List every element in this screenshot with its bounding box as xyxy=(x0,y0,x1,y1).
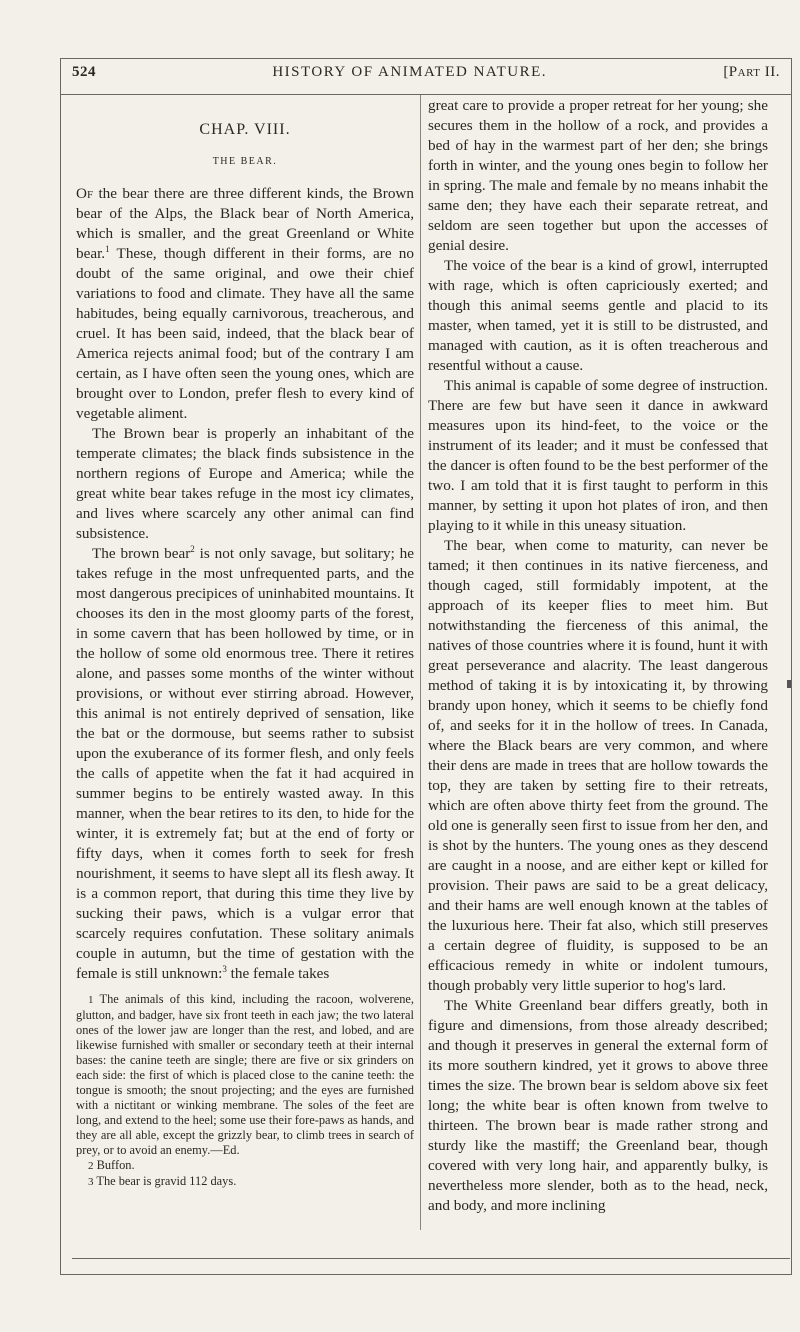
running-title: HISTORY OF ANIMATED NATURE. xyxy=(272,64,547,80)
footnote-text: The bear is gravid 112 days. xyxy=(93,1174,237,1188)
running-header xyxy=(72,64,780,92)
paragraph-text: These, though different in their forms, are no doubt of the same original, and owe their chief variations to food and climate. They have all the same habitudes, being equally carnivorous, treacherous, and cruel. It has been said, indeed, that the black bear of America rejects animal food; but of the contrary I am certain, as I have often seen the young ones, which are brought over to London, prefer flesh to every kind of vegetable aliment. xyxy=(76,245,414,422)
paragraph xyxy=(76,544,414,984)
page-number: 524 xyxy=(72,64,96,80)
footnote-number: 3 xyxy=(88,1176,94,1188)
bottom-rule xyxy=(72,1258,790,1259)
footnote-number: 2 xyxy=(88,1160,94,1172)
part-label: [Part II. xyxy=(723,64,780,80)
paragraph: The voice of the bear is a kind of growl, interrupted with rage, which is often capriciously exerted; and though this animal seems gentle and placid to its master, when tamed, yet it is still to be distrusted, and managed with caution, as it is often treacherous and resentful without a cause. xyxy=(428,257,768,374)
footnote-number: 1 xyxy=(88,994,94,1006)
paragraph-text: is not only savage, but solitary; he takes refuge in the most unfrequented parts, and the most dangerous precipices of uninhabited mountains. It chooses its den in the most gloomy parts of the forest, in some cavern that has been hollowed by time, or in the hollow of some old enormous tree. There it retires alone, and passes some months of the winter without provisions, or without ever stirring abroad. However, this animal is not entirely deprived of sensation, like the bat or the dormouse, but seems rather to subsist upon the exuberance of its former flesh, and only feels the calls of appetite when the fat it had acquired in summer begins to be entirely wasted away. In this manner, when the bear retires to its den, to hide for the winter, it is extremely fat; but at the end of forty or fifty days, when it comes forth to seek for fresh nourishment, it seems to have slept all its flesh away. It is a common report, that during this time they live by sucking their paws, which is a vulgar error that scarcely requires confutation. These solitary animals couple in autumn, but the time of gestation with the female is still unknown: xyxy=(76,545,414,982)
left-column xyxy=(76,96,414,1190)
paragraph: The Brown bear is properly an inhabitant of the temperate climates; the black finds subsistence in the northern regions of Europe and America; while the great white bear takes refuge in the most icy climates, and lives where scarcely any other animal can find subsistence. xyxy=(76,425,414,542)
margin-mark xyxy=(787,680,791,688)
footnote xyxy=(76,1158,414,1174)
footnotes xyxy=(76,992,414,1190)
chapter-subtitle: THE BEAR. xyxy=(212,156,278,167)
header-rule xyxy=(60,94,791,95)
footnote-ref: 3 xyxy=(222,963,227,974)
chapter-heading: CHAP. VIII. xyxy=(199,121,291,138)
right-column xyxy=(428,96,768,1216)
footnote-ref: 1 xyxy=(105,243,110,254)
paragraph: The bear, when come to maturity, can never be tamed; it then continues in its native fierceness, and though caged, still formidably impotent, at the approach of its keeper flies to meet him. But notwithstanding the fierceness of this animal, the natives of those countries where it is found, hunt it with great perseverance and alacrity. The least dangerous method of taking it is by intoxicating it, by throwing brandy upon honey, which it seems to be chiefly fond of, and seeks for it in the hollow of trees. In Canada, where the Black bears are very common, and where their dens are made in trees that are hollow towards the top, they are taken by setting fire to their retreats, which are often above thirty feet from the ground. The old one is generally seen first to issue from her den, and is shot by the hunters. The young ones as they descend are caught in a noose, and are either kept or killed for provision. Their paws are said to be a great delicacy, and their hams are well enough known at the tables of the luxurious here. Their fat also, which still preserves a certain degree of fluidity, is supposed to be an efficacious remedy in white or indolent tumours, though probably very little superior to hog's lard. xyxy=(428,537,768,994)
paragraph: great care to provide a proper retreat for her young; she secures them in the hollow of a rock, and provides a bed of hay in the warmest part of her den; she brings forth in winter, and the young ones begin to follow her in spring. The male and female by no means inhabit the same den; they have each their separate retreat, and seldom are seen together but upon the accesses of genial desire. xyxy=(428,97,768,254)
paragraph-text: The brown bear xyxy=(92,545,191,562)
paragraph: The White Greenland bear differs greatly, both in figure and dimensions, from those already described; and though it preserves in general the external form of its more southern kindred, yet it grows to above three times the size. The brown bear is seldom above six feet long; the white bear is often known from twelve to thirteen. The brown bear is made rather strong and sturdy like the mastiff; the Greenland bear, though covered with very long hair, and apparently bulky, is nevertheless more slender, both as to the head, neck, and body, and more inclining xyxy=(428,997,768,1214)
dropcap-word: Of xyxy=(76,185,94,202)
paragraph-text: the bear there are three different kinds, the Brown bear of the Alps, the Black bear of North America, which is smaller, and the great Greenland or White bear. xyxy=(76,185,414,262)
paragraph: This animal is capable of some degree of instruction. There are few but have seen it dance in awkward measures upon its hind-feet, to the voice or the instrument of its leader; and it must be confessed that the dancer is often found to be the best performer of the two. I am told that it is first taught to perform in this manner, by setting it upon hot plates of iron, and then playing to it while in this uneasy situation. xyxy=(428,377,768,534)
footnote-ref: 2 xyxy=(190,543,195,554)
footnote-text: The animals of this kind, including the racoon, wolverene, glutton, and badger, have six front teeth in each jaw; the two lateral ones of the lower jaw are longer than the rest, and lobed, and are likewise furnished with smaller or secondary teeth at their internal bases: the canine teeth are single; there are five or six grinders on each side: the first of which is placed close to the canine teeth: the tongue is smooth; the snout projecting; and the eyes are furnished with a nictitant or winking membrane. The soles of the feet are long, and extend to the heel; some use their fore-paws as hands, and they are all able, except the grizzly bear, to climb trees in search of prey, or to avoid an enemy.—Ed. xyxy=(76,992,414,1157)
paragraph xyxy=(76,184,414,424)
footnote xyxy=(76,1174,414,1190)
footnote xyxy=(76,992,414,1158)
column-divider xyxy=(420,95,421,1230)
paragraph-text: the female takes xyxy=(226,965,330,982)
footnote-text: Buffon. xyxy=(93,1158,135,1172)
